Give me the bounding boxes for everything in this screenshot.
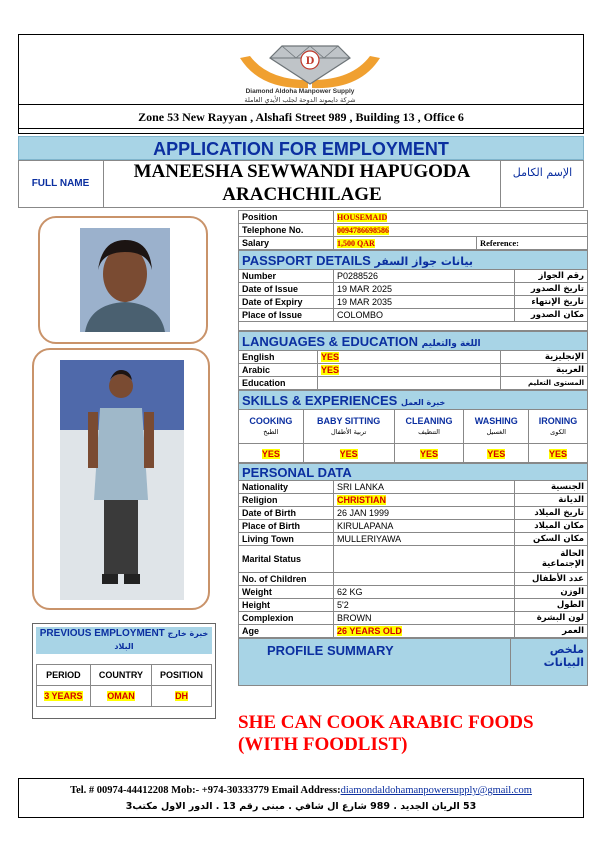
personal-label-ar: الحالة الإجتماعية [515, 546, 588, 573]
personal-row [239, 625, 588, 638]
expiry-date-value: 19 MAR 2035 [334, 296, 515, 309]
svg-text:D: D [305, 56, 315, 67]
skill-value-cooking: YES [261, 449, 280, 459]
personal-label: Nationality [239, 481, 334, 494]
footer [18, 778, 584, 818]
skill-value-ironing: YES [549, 449, 568, 459]
skill-value-baby-sitting: YES [339, 449, 358, 459]
logo-hands-diamond-icon [220, 38, 400, 94]
personal-value: BROWN [337, 613, 372, 623]
position-value: HOUSEMAID [337, 213, 388, 222]
passport-number-label: Number [239, 270, 334, 283]
arabic-label: Arabic [239, 364, 318, 377]
footer-contact: Tel. # 00974-44412208 Mob:- +974-30333779 Email Address: [70, 785, 341, 796]
personal-label-ar: لون البشرة [515, 612, 588, 625]
issue-place-value: COLOMBO [334, 309, 515, 322]
personal-row [239, 599, 588, 612]
issue-place-label: Place of Issue [239, 309, 334, 322]
previous-employment-header [36, 627, 212, 654]
personal-label: Weight [239, 586, 334, 599]
languages-table [238, 331, 588, 390]
personal-label: Religion [239, 494, 334, 507]
previous-employment-title: PREVIOUS EMPLOYMENT [39, 628, 165, 639]
personal-value: 26 JAN 1999 [337, 508, 390, 518]
personal-label: Height [239, 599, 334, 612]
english-value: YES [321, 352, 340, 362]
telephone-value: 0094786698586 [337, 226, 389, 235]
skills-table [238, 390, 588, 463]
cooking-remark: SHE CAN COOK ARABIC FOODS (WITH FOODLIST) [238, 712, 534, 755]
issue-date-ar: تاريخ الصدور [515, 283, 588, 296]
full-body-photo [34, 350, 208, 608]
footer-address-ar: 53 الريان الجديد . 989 شارع ال شافي . مبنى رقم 13 . الدور الاول مكتب3 [125, 801, 477, 812]
telephone-label: Telephone No. [239, 224, 334, 237]
position-table [238, 210, 588, 250]
company-name-en: Diamond Aldoha Manpower Supply [245, 88, 355, 95]
personal-data-table [238, 463, 588, 638]
personal-value: 62 KG [337, 587, 363, 597]
full-name-label-ar: الإسم الكامل [500, 160, 584, 208]
personal-row [239, 546, 588, 573]
company-address: Zone 53 New Rayyan , Alshafi Street 989 , Building 13 , Office 6 [18, 104, 584, 129]
passport-number-value: P0288526 [334, 270, 515, 283]
position-value-prev: DH [175, 691, 189, 701]
personal-label-ar: الجنسية [515, 481, 588, 494]
period-header: PERIOD [37, 665, 91, 686]
previous-employment-title-ar: خبرة خارج البلاد [114, 629, 209, 651]
salary-label: Salary [239, 237, 334, 250]
issue-date-label: Date of Issue [239, 283, 334, 296]
expiry-date-ar: تاريخ الإنتهاء [515, 296, 588, 309]
portrait-photo [40, 218, 206, 342]
personal-label-ar: عدد الأطفال [515, 573, 588, 586]
profile-summary-title: PROFILE SUMMARY [239, 639, 511, 686]
personal-label: Living Town [239, 533, 334, 546]
personal-row [239, 520, 588, 533]
personal-row [239, 573, 588, 586]
full-name-label: FULL NAME [18, 160, 104, 208]
personal-row [239, 586, 588, 599]
skills-title-ar: خبرة العمل [400, 397, 446, 407]
personal-row [239, 533, 588, 546]
personal-value: CHRISTIAN [337, 495, 386, 505]
passport-title-ar: بيانات جواز السفر [374, 254, 473, 268]
country-value: OMAN [107, 691, 135, 701]
arabic-value: YES [321, 365, 340, 375]
position-label: Position [239, 211, 334, 224]
languages-title-ar: اللغة والتعليم [421, 338, 481, 349]
personal-label: Age [239, 625, 334, 638]
passport-title: PASSPORT DETAILS [242, 252, 371, 268]
footer-email-link[interactable]: diamondaldohamanpowersupply@gmail.com [340, 785, 532, 796]
personal-data-title: PERSONAL DATA [239, 464, 588, 481]
personal-label-ar: الطول [515, 599, 588, 612]
skill-header-cleaning: CLEANING التنظيف [394, 410, 464, 444]
full-name-value: MANEESHA SEWWANDI HAPUGODA ARACHCHILAGE [133, 161, 471, 205]
personal-label: Marital Status [239, 546, 334, 573]
personal-row [239, 612, 588, 625]
issue-date-value: 19 MAR 2025 [334, 283, 515, 296]
expiry-date-label: Date of Expiry [239, 296, 334, 309]
page-title: APPLICATION FOR EMPLOYMENT [18, 136, 584, 160]
skill-value-washing: YES [487, 449, 506, 459]
personal-value: MULLERIYAWA [337, 534, 402, 544]
personal-value: SRI LANKA [337, 482, 385, 492]
personal-label: Complexion [239, 612, 334, 625]
profile-summary-table [238, 638, 588, 686]
english-ar: الإنجليزية [501, 351, 588, 364]
position-header: POSITION [152, 665, 212, 686]
applicant-details [238, 210, 588, 686]
previous-employment-table [36, 664, 212, 707]
personal-label-ar: العمر [515, 625, 588, 638]
education-label: Education [239, 377, 318, 390]
personal-value: 5'2 [337, 600, 349, 610]
passport-number-ar: رقم الجواز [515, 270, 588, 283]
skills-title: SKILLS & EXPERIENCES [242, 392, 398, 408]
full-body-photo-frame [32, 348, 210, 610]
personal-label: No. of Children [239, 573, 334, 586]
education-ar: المستوى التعليم [501, 377, 588, 390]
personal-label: Place of Birth [239, 520, 334, 533]
personal-label-ar: تاريخ الميلاد [515, 507, 588, 520]
profile-summary-title-ar: ملخص البيانات [511, 639, 588, 686]
personal-label-ar: مكان السكن [515, 533, 588, 546]
personal-row [239, 494, 588, 507]
personal-row [239, 507, 588, 520]
english-label: English [239, 351, 318, 364]
skill-header-washing: WASHING الغسيل [464, 410, 529, 444]
reference-label: Reference: [477, 237, 588, 250]
skill-header-ironing: IRONING الكوى [529, 410, 588, 444]
arabic-ar: العربية [501, 364, 588, 377]
personal-value: KIRULAPANA [337, 521, 394, 531]
period-value: 3 YEARS [44, 691, 83, 701]
personal-value: 26 YEARS OLD [337, 626, 402, 636]
skill-header-cooking: COOKING الطبخ [239, 410, 304, 444]
personal-row [239, 481, 588, 494]
portrait-photo-frame [38, 216, 208, 344]
skill-header-baby-sitting: BABY SITTING تربية الأطفال [303, 410, 394, 444]
country-header: COUNTRY [90, 665, 151, 686]
personal-label: Date of Birth [239, 507, 334, 520]
salary-value: 1,500 QAR [337, 239, 375, 248]
passport-table [238, 250, 588, 331]
languages-title: LANGUAGES & EDUCATION [242, 333, 418, 349]
personal-label-ar: مكان الميلاد [515, 520, 588, 533]
issue-place-ar: مكان الصدور [515, 309, 588, 322]
company-name-ar: شركة دايموند الدوحة لجلب الأيدي العاملة [244, 96, 356, 104]
skill-value-cleaning: YES [420, 449, 439, 459]
personal-label-ar: الديانة [515, 494, 588, 507]
personal-label-ar: الوزن [515, 586, 588, 599]
